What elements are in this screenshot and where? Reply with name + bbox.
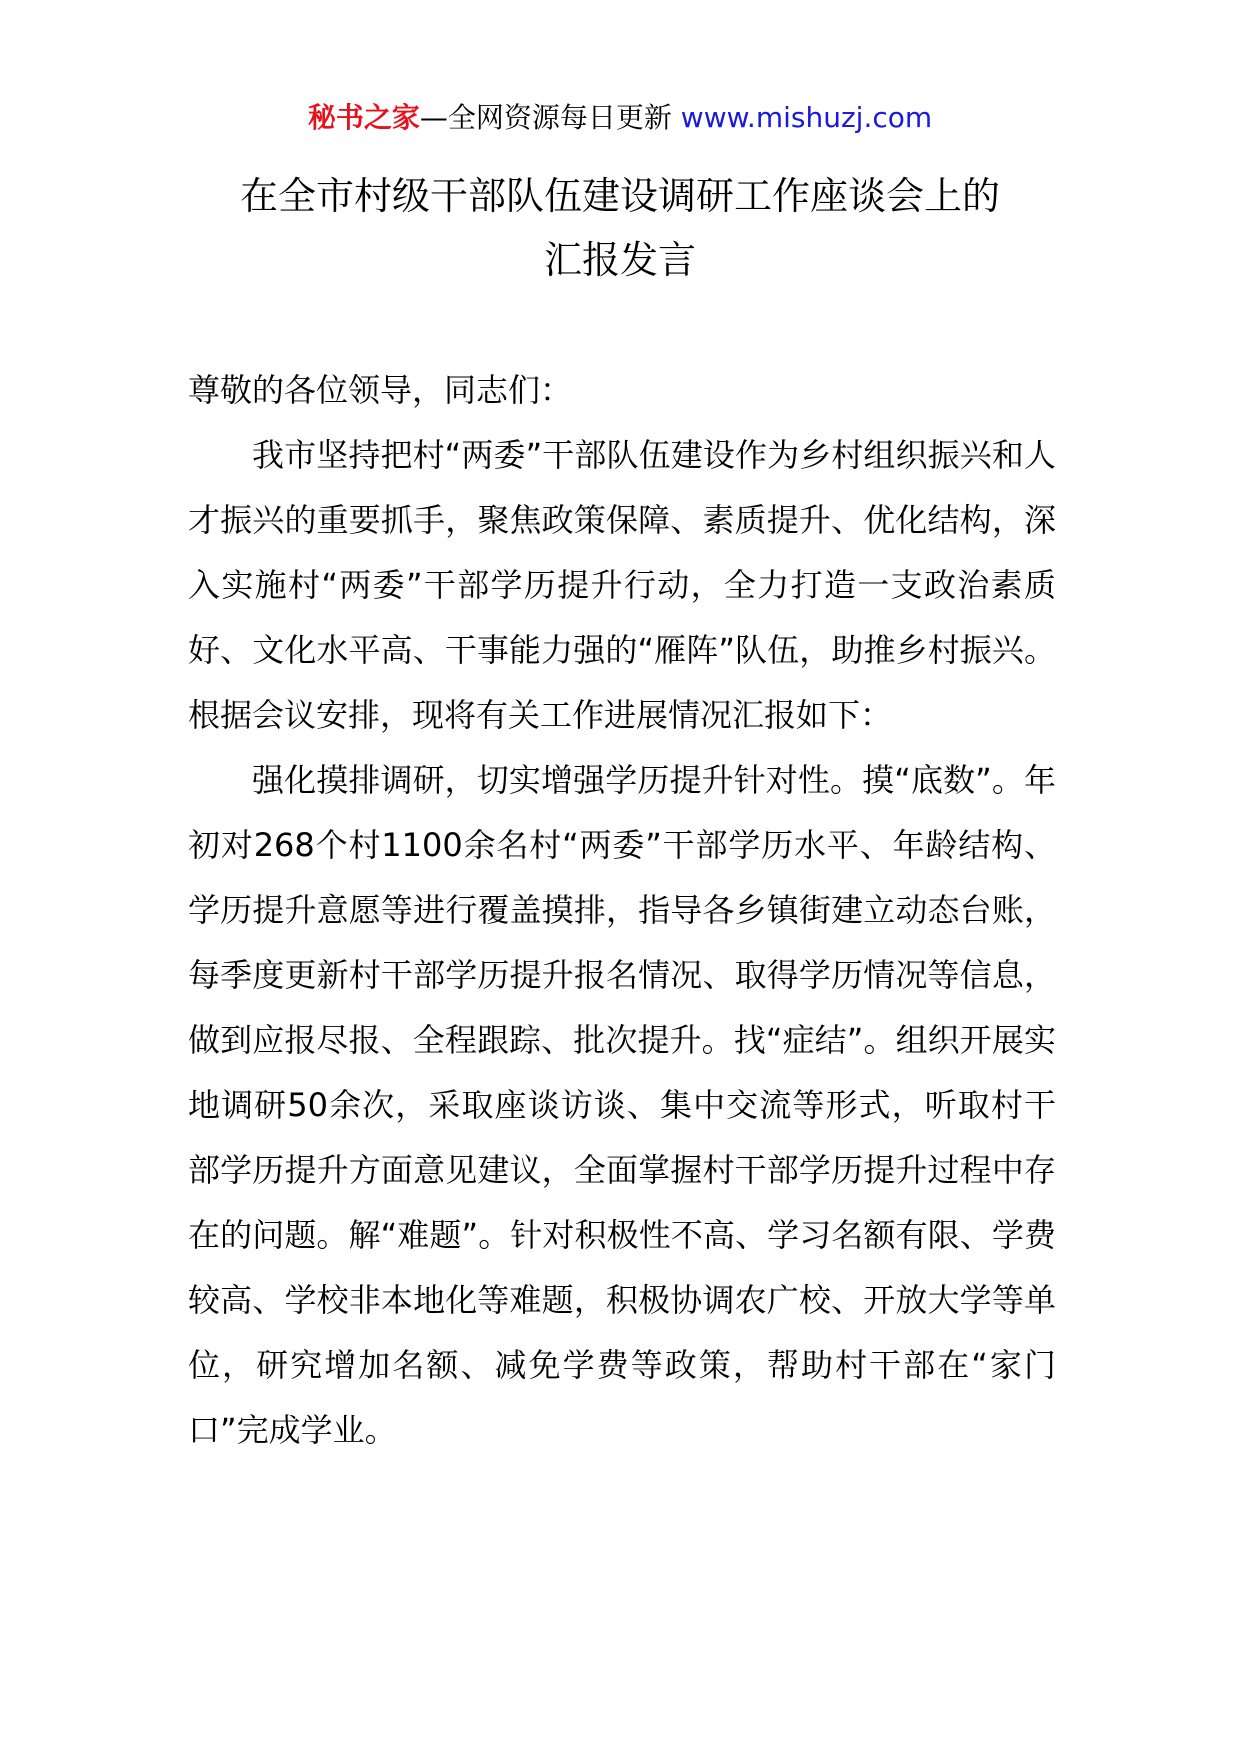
brand-name: 秘书之家 [307, 101, 420, 134]
header-banner [0, 98, 1240, 138]
salutation: 尊敬的各位领导，同志们： [188, 371, 573, 409]
site-url-link[interactable]: www.mishuzj.com [680, 101, 933, 134]
paragraph-research: 强化摸排调研，切实增强学历提升针对性。摸“底数”。年初对268个村1100余名村“两委”干部学历水平、年龄结构、学历提升意愿等进行覆盖摸排，指导各乡镇街建立动态台账，每季度更新村干部学历提升报名情况、取得学历情况等信息，做到应报尽报、全程跟踪、批次提升。找“症结”。组织开展实地调研50余次，采取座谈访谈、集中交流等形式，听取村干部学历提升方面意见建议，全面掌握村干部学历提升过程中存在的问题。解“难题”。针对积极性不高、学习名额有限、学费较高、学校非本地化等难题，积极协调农广校、开放大学等单位，研究增加名额、减免学费等政策，帮助村干部在“家门口”完成学业。 [188, 761, 1056, 1449]
document-title-line-1: 在全市村级干部队伍建设调研工作座谈会上的 [239, 174, 1000, 218]
document-title [0, 164, 1240, 292]
header-tagline: —全网资源每日更新 [419, 101, 672, 134]
document-body [188, 358, 1056, 1463]
paragraph-intro: 我市坚持把村“两委”干部队伍建设作为乡村组织振兴和人才振兴的重要抓手，聚焦政策保障、素质提升、优化结构，深入实施村“两委”干部学历提升行动，全力打造一支政治素质好、文化水平高、干事能力强的“雁阵”队伍，助推乡村振兴。根据会议安排，现将有关工作进展情况汇报如下： [188, 436, 1056, 734]
document-title-line-2: 汇报发言 [543, 238, 696, 282]
